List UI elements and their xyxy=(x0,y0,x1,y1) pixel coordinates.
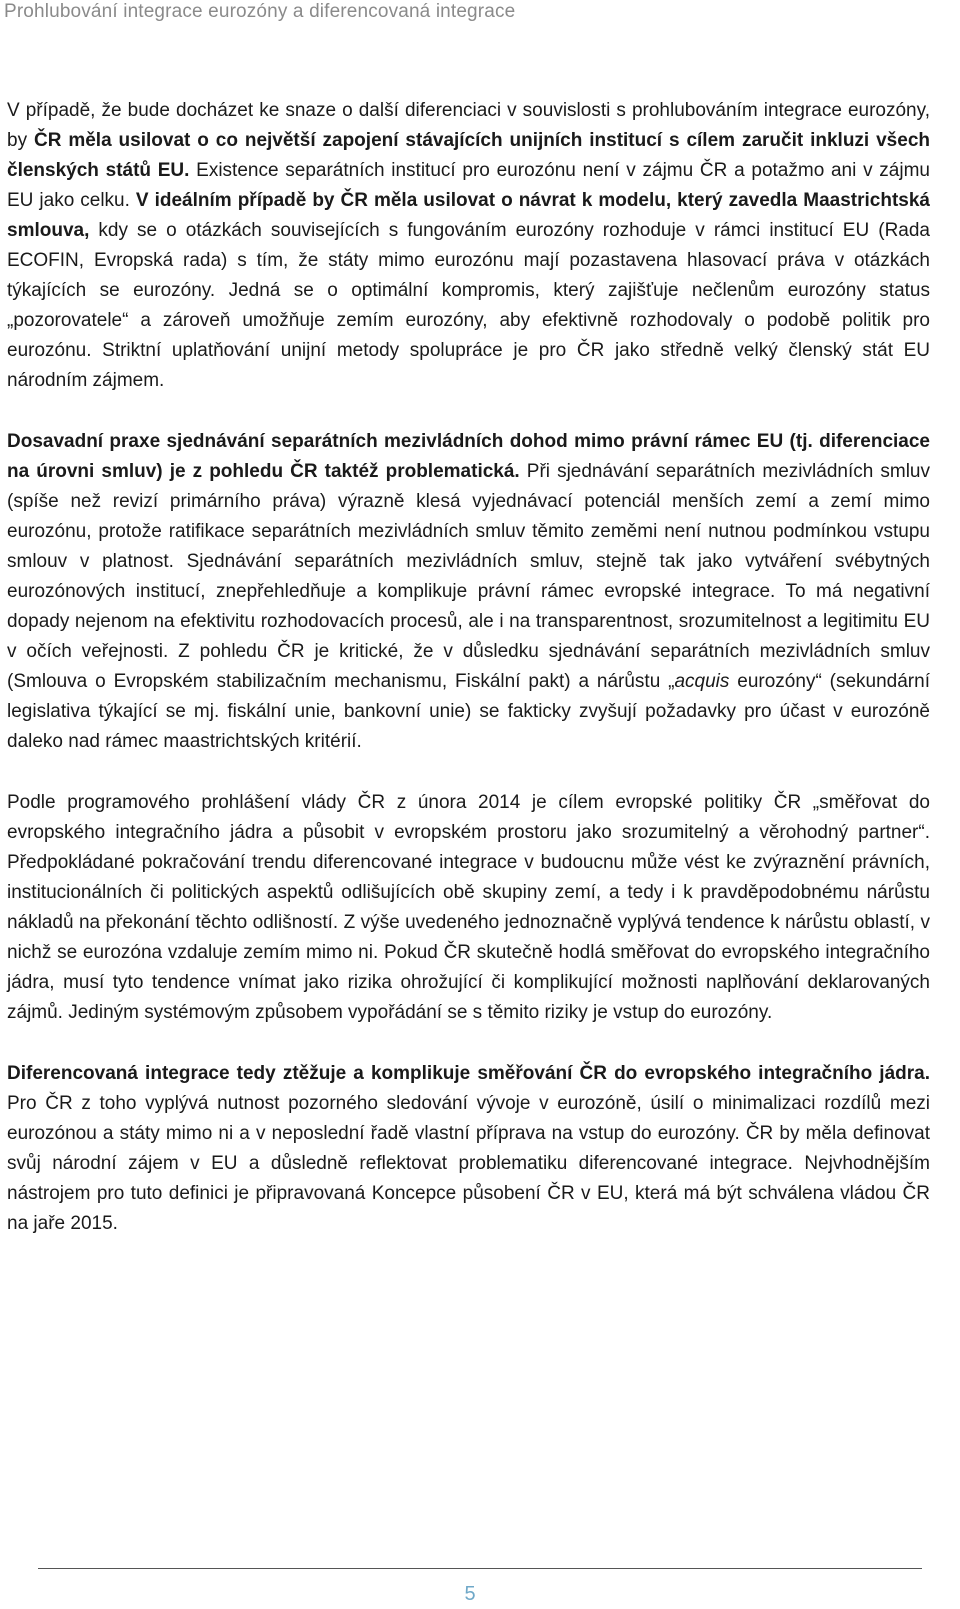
text-run: Podle programového prohlášení vlády ČR z února 2014 je cílem evropské politiky ČR „směřovat do evropského integračního jádra a působit v evropském prostoru jako srozumitelný a věrohodný partner“. Předpokládané pokračování trendu diferencované integrace v budoucnu může vést ke zvýraznění právních, institucionálních či politických aspektů odlišujících obě skupiny zemí, a tedy i k pravděpodobnému nárůstu nákladů na překonání těchto odlišností. Z výše uvedeného jednoznačně vyplývá tendence k nárůstu oblastí, v nichž se eurozóna vzdaluje zemím mimo ni. Pokud ČR skutečně hodlá směřovat do evropského integračního jádra, musí tyto tendence vnímat jako rizika ohrožující či komplikující možnosti naplňování deklarovaných zájmů. Jediným systémovým způsobem vypořádání se s těmito riziky je vstup do eurozóny. xyxy=(7,792,930,1023)
bold-text-run: Dosavadní praxe sjednávání separátních mezivládních dohod mimo právní rámec EU (tj. diferenciace na úrovni smluv) je z pohledu ČR taktéž problematická. xyxy=(7,431,930,482)
text-run: eurozóny“ (sekundární legislativa týkající se mj. fiskální unie, bankovní unie) se fakticky zvyšují požadavky pro účast v eurozóně daleko nad rámec maastrichtských kritérií. xyxy=(7,671,930,752)
bold-text-run: V ideálním případě by ČR měla usilovat o návrat k modelu, který zavedla Maastrichtská smlouva, xyxy=(7,190,930,241)
footer-divider xyxy=(38,1568,922,1569)
paragraph xyxy=(7,427,930,757)
text-run: Při sjednávání separátních mezivládních smluv (spíše než revizí primárního práva) výrazně klesá vyjednávací potenciál menších zemí a zemí mimo eurozónu, protože ratifikace separátních mezivládních smluv těmito zeměmi není nutnou podmínkou vstupu smlouv v platnost. Sjednávání separátních mezivládních smluv, stejně tak jako vytváření svébytných eurozónových institucí, znepřehledňuje a komplikuje právní rámec evropské integrace. To má negativní dopady nejenom na efektivitu rozhodovacích procesů, ale i na transparentnost, srozumitelnost a legitimitu EU v očích veřejnosti. Z pohledu ČR je kritické, že v důsledku sjednávání separátních mezivládních smluv (Smlouva o Evropském stabilizačním mechanismu, Fiskální pakt) a nárůstu „ xyxy=(7,461,930,692)
bold-text-run: Diferencovaná integrace tedy ztěžuje a komplikuje směřování ČR do evropského integračního jádra. xyxy=(7,1063,930,1084)
paragraph xyxy=(7,788,930,1028)
paragraph xyxy=(7,96,930,396)
text-run: kdy se o otázkách souvisejících s fungováním eurozóny rozhoduje v rámci institucí EU (Rada ECOFIN, Evropská rada) s tím, že státy mimo eurozónu mají pozastavena hlasovací práva v otázkách týkajících se eurozóny. Jedná se o optimální kompromis, který zajišťuje nečlenům eurozóny status „pozorovatele“ a zároveň umožňuje zemím eurozóny, aby efektivně rozhodovaly o podobě politik pro eurozónu. Striktní uplatňování unijní metody spolupráce je pro ČR jako středně velký členský stát EU národním zájmem. xyxy=(7,220,930,391)
text-run: V případě, že bude docházet ke snaze o další diferenciaci v souvislosti s prohlubováním integrace eurozóny, by xyxy=(7,100,930,151)
text-run: Existence separátních institucí pro eurozónu není v zájmu ČR a potažmo ani v zájmu EU jako celku. xyxy=(7,160,930,211)
document-body xyxy=(7,96,930,1239)
italic-text-run: acquis xyxy=(674,671,730,692)
bold-text-run: ČR měla usilovat o co největší zapojení stávajících unijních institucí s cílem zaručit inkluzi všech členských států EU. xyxy=(7,130,930,181)
paragraph xyxy=(7,1059,930,1239)
running-header: Prohlubování integrace eurozóny a diferencovaná integrace xyxy=(4,1,516,22)
page-number: 5 xyxy=(464,1583,476,1605)
text-run: Pro ČR z toho vyplývá nutnost pozorného sledování vývoje v eurozóně, úsilí o minimalizaci rozdílů mezi eurozónou a státy mimo ni a v neposlední řadě vlastní příprava na vstup do eurozóny. ČR by měla definovat svůj národní zájem v EU a důsledně reflektovat problematiku diferencované integrace. Nejvhodnějším nástrojem pro tuto definici je připravovaná Koncepce působení ČR v EU, která má být schválena vládou ČR na jaře 2015. xyxy=(7,1093,930,1234)
